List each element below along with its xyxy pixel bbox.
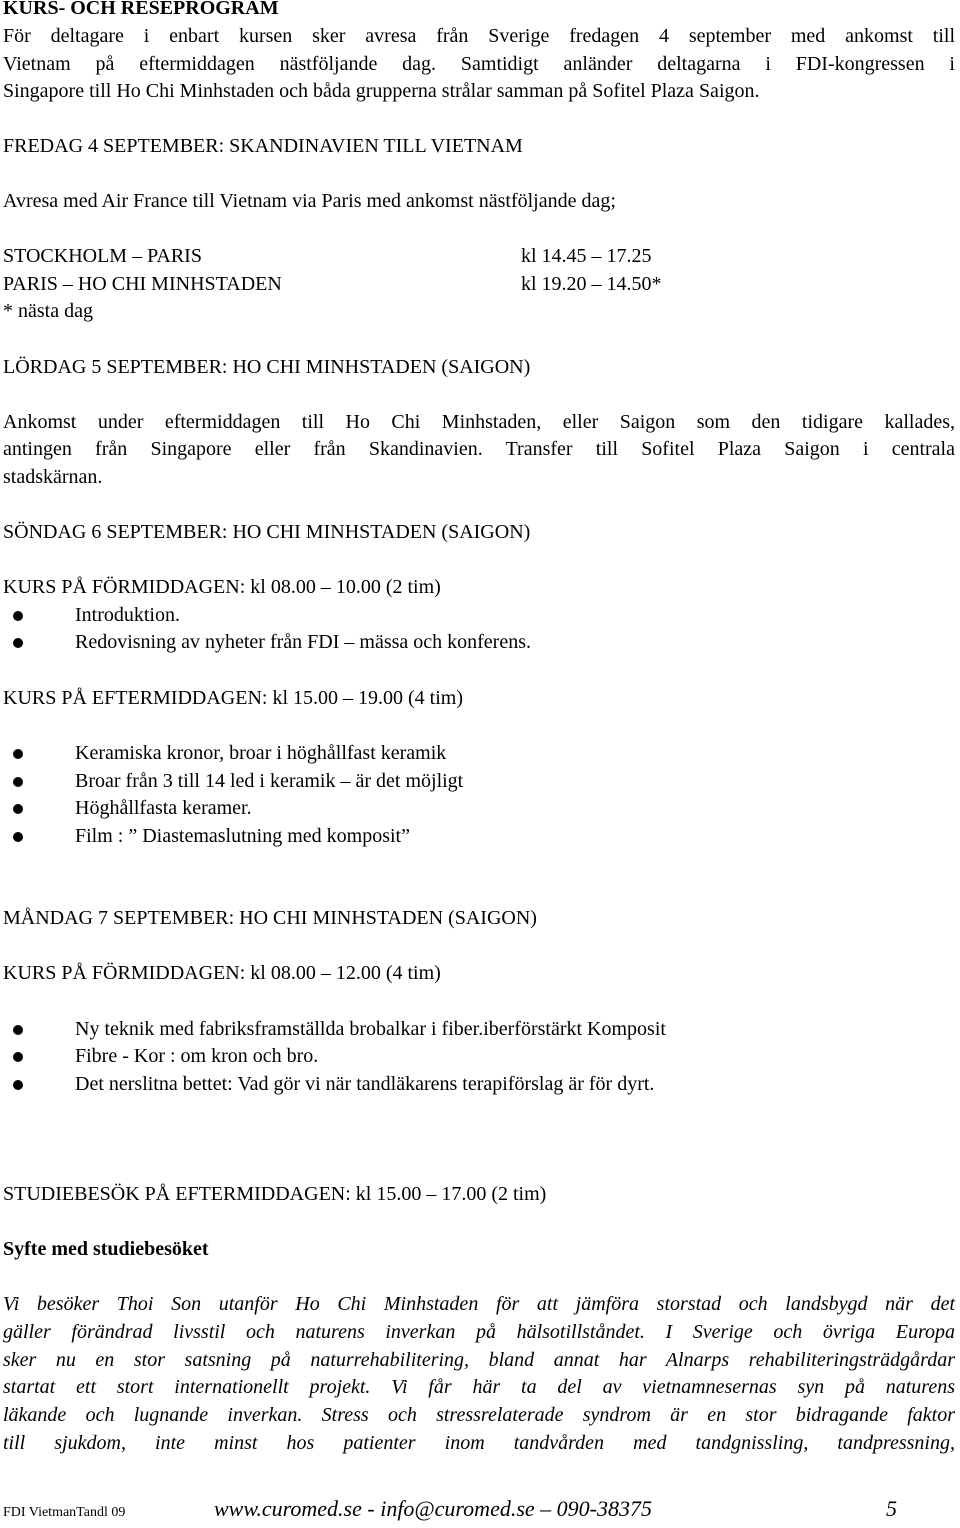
friday-text: Avresa med Air France till Vietnam via Paris med ankomst nästföljande dag; [3,190,616,212]
study-visit-subheading: Syfte med studiebesöket [3,1238,209,1260]
study-visit-line: till sjukdom, inte minst hos patienter inom tandvården med tandgnissling, tandpressning, [3,1432,955,1454]
list-item-text: Ny teknik med fabriksframställda brobalkar i fiber.iberförstärkt Komposit [75,1018,666,1040]
bullet-icon [13,832,23,842]
list-item-text: Introduktion. [75,604,180,626]
study-visit-line: Vi besöker Thoi Son utanför Ho Chi Minhstaden för att jämföra storstad och landsbygd när det [3,1293,955,1315]
section-heading-monday: MÅNDAG 7 SEPTEMBER: HO CHI MINHSTADEN (SAIGON) [3,907,537,929]
list-item-text: Keramiska kronor, broar i höghållfast keramik [75,742,447,764]
list-item-text: Det nerslitna bettet: Vad gör vi när tandläkarens terapiförslag är för dyrt. [75,1073,655,1095]
bullet-icon [13,749,23,759]
document-title: KURS- OCH RESEPROGRAM [3,0,279,19]
bullet-icon [13,611,23,621]
flight-footnote: * nästa dag [3,300,93,322]
flight-time: kl 14.45 – 17.25 [521,245,652,267]
monday-morning-heading: KURS PÅ FÖRMIDDAGEN: kl 08.00 – 12.00 (4 tim) [3,962,441,984]
footer-contact: www.curomed.se - info@curomed.se – 090-38375 [214,1496,652,1521]
intro-line: Vietnam på eftermiddagen nästföljande dag. Samtidigt anländer deltagarna i FDI-kongressen i [3,53,955,75]
list-item-text: Höghållfasta keramer. [75,797,252,819]
bullet-icon [13,777,23,787]
section-heading-sunday: SÖNDAG 6 SEPTEMBER: HO CHI MINHSTADEN (SAIGON) [3,521,531,543]
sunday-afternoon-heading: KURS PÅ EFTERMIDDAGEN: kl 15.00 – 19.00 (4 tim) [3,687,464,709]
bullet-icon [13,1080,23,1090]
section-heading-saturday: LÖRDAG 5 SEPTEMBER: HO CHI MINHSTADEN (SAIGON) [3,356,531,378]
saturday-line: Ankomst under eftermiddagen till Ho Chi Minhstaden, eller Saigon som den tidigare kallades, [3,411,955,433]
bullet-icon [13,1052,23,1062]
flight-route: STOCKHOLM – PARIS [3,245,202,267]
study-visit-line: startat ett stort internationellt projekt. Vi får här ta del av vietnamnesernas syn på naturens [3,1376,955,1398]
study-visit-line: gäller förändrad livsstil och naturens inverkan på hälsotillståndet. I Sverige och övriga Europa [3,1321,955,1343]
list-item-text: Redovisning av nyheter från FDI – mässa och konferens. [75,631,531,653]
page-number: 5 [886,1496,897,1521]
saturday-line: stadskärnan. [3,466,103,488]
list-item-text: Broar från 3 till 14 led i keramik – är det möjligt [75,770,464,792]
section-heading-friday: FREDAG 4 SEPTEMBER: SKANDINAVIEN TILL VIETNAM [3,135,523,157]
list-item-text: Film : ” Diastemaslutning med komposit” [75,825,410,847]
study-visit-line: läkande och lugnande inverkan. Stress och stressrelaterade syndrom är en stor bidragande faktor [3,1404,955,1426]
study-visit-heading: STUDIEBESÖK PÅ EFTERMIDDAGEN: kl 15.00 – 17.00 (2 tim) [3,1183,547,1205]
flight-time: kl 19.20 – 14.50* [521,273,662,295]
flight-route: PARIS – HO CHI MINHSTADEN [3,273,282,295]
bullet-icon [13,638,23,648]
study-visit-line: sker nu en stor satsning på naturrehabilitering, bland annat har Alnarps rehabiliteringsträdgårdar [3,1349,955,1371]
list-item-text: Fibre - Kor : om kron och bro. [75,1045,319,1067]
intro-line: Singapore till Ho Chi Minhstaden och båda grupperna strålar samman på Sofitel Plaza Saigon. [3,80,760,102]
footer-doc-ref: FDI VietmanTandl 09 [3,1505,126,1520]
intro-line: För deltagare i enbart kursen sker avresa från Sverige fredagen 4 september med ankomst till [3,25,955,47]
bullet-icon [13,804,23,814]
sunday-morning-heading: KURS PÅ FÖRMIDDAGEN: kl 08.00 – 10.00 (2 tim) [3,576,441,598]
saturday-line: antingen från Singapore eller från Skandinavien. Transfer till Sofitel Plaza Saigon i centrala [3,438,955,460]
bullet-icon [13,1025,23,1035]
